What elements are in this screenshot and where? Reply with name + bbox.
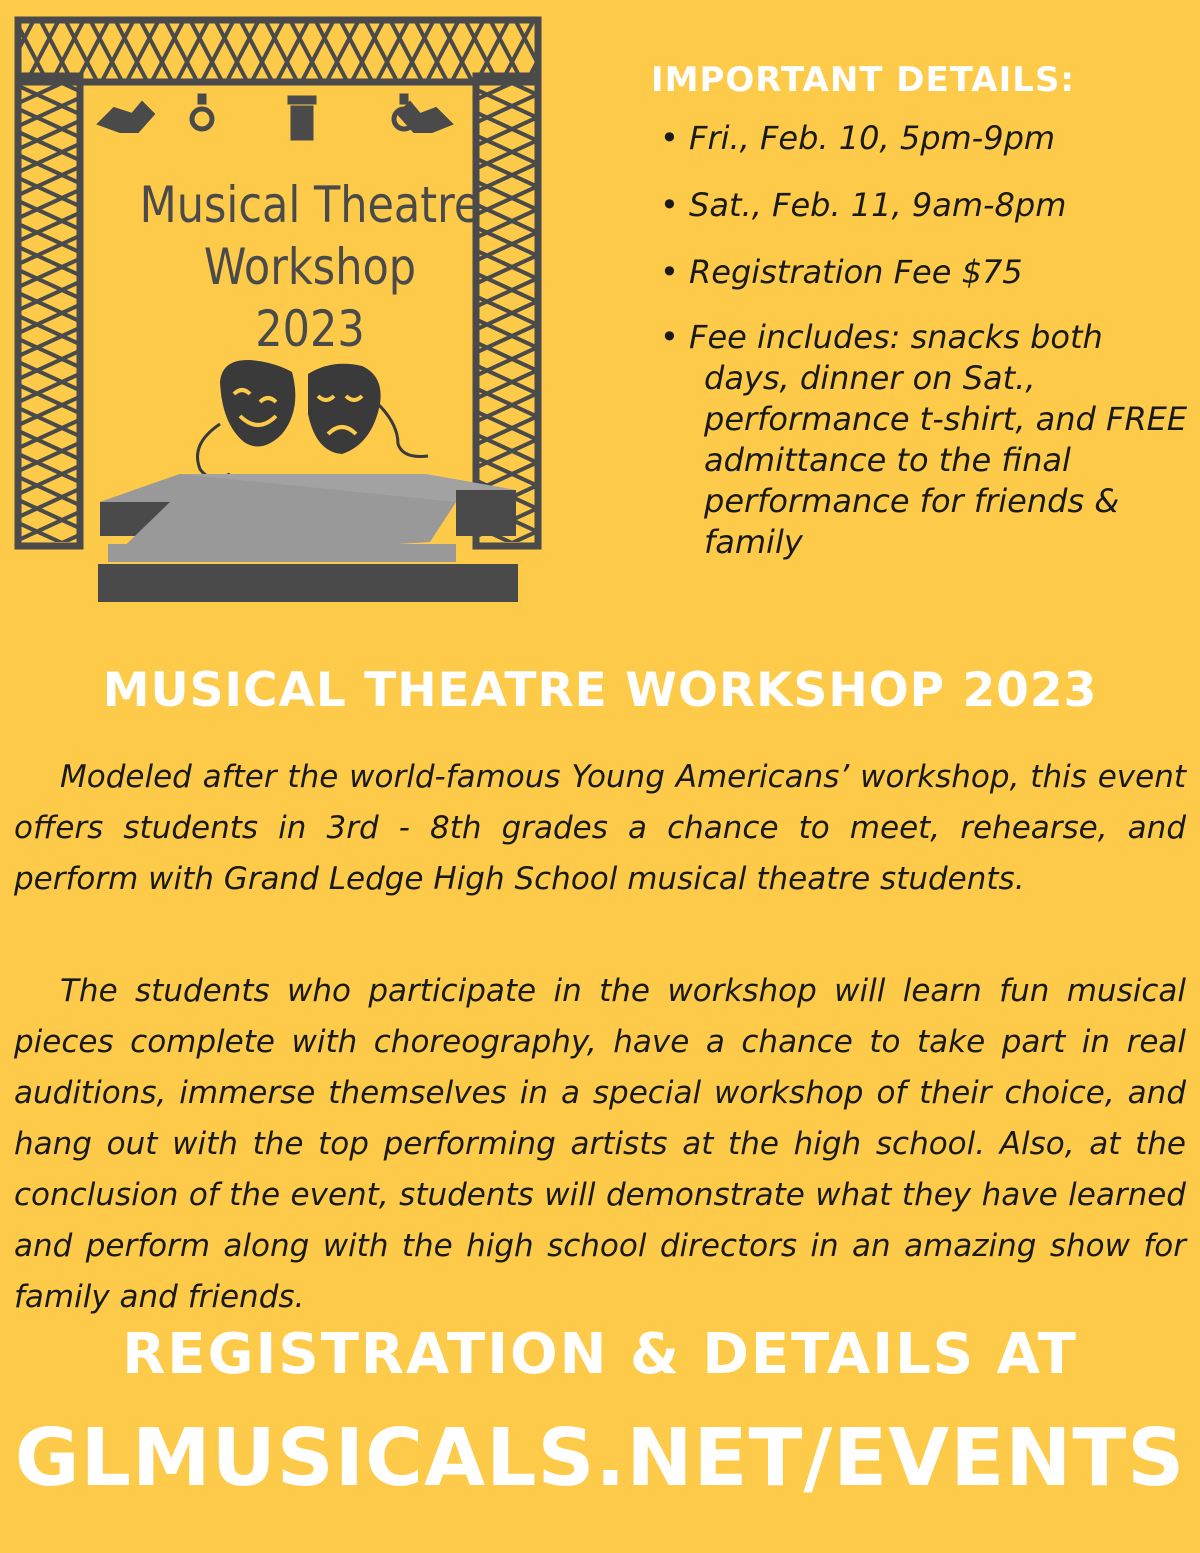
details-heading: IMPORTANT DETAILS: [651, 60, 1076, 100]
detail-item: • Registration Fee $75 [660, 253, 1023, 291]
description-paragraph: The students who participate in the workshop will learn fun musical pieces complete with choreography, have a chance to take part in real auditions, immerse themselves in a special workshop of their choice, and hang out with the top performing artists at the high school. Also, at the conclusion of the event, students will demonstrate what they have learned and perform along with the high school directors in an amazing show for family and friends. [14, 973, 1186, 1315]
stage-light-icon [98, 94, 452, 140]
description-paragraph: Modeled after the world-famous Young Americans’ workshop, this event offers students in 3rd - 8th grades a chance to meet, rehearse, and perform with Grand Ledge High School musical theatre students. [14, 759, 1186, 897]
logo-title-line: Musical Theatre [139, 176, 481, 234]
comedy-tragedy-masks-icon [198, 360, 429, 478]
stage-platform-icon [98, 474, 518, 602]
detail-item: • Fri., Feb. 10, 5pm-9pm [660, 119, 1056, 157]
important-details [648, 60, 1193, 589]
logo-title [129, 174, 490, 360]
workshop-logo [12, 14, 544, 614]
cta-url: GLMUSICALS.NET/EVENTS [14, 1412, 1186, 1504]
cta-heading: REGISTRATION & DETAILS AT [122, 1322, 1078, 1387]
details-list [648, 118, 1193, 563]
detail-item: • Fee includes: snacks both days, dinner on Sat., performance t-shirt, and FREE admittance to the final performance for friends & family [660, 318, 1188, 561]
main-heading: MUSICAL THEATRE WORKSHOP 2023 [102, 663, 1098, 718]
logo-title-line: Workshop [203, 238, 417, 296]
logo-title-line: 2023 [255, 300, 365, 358]
detail-item: • Sat., Feb. 11, 9am-8pm [660, 186, 1067, 224]
